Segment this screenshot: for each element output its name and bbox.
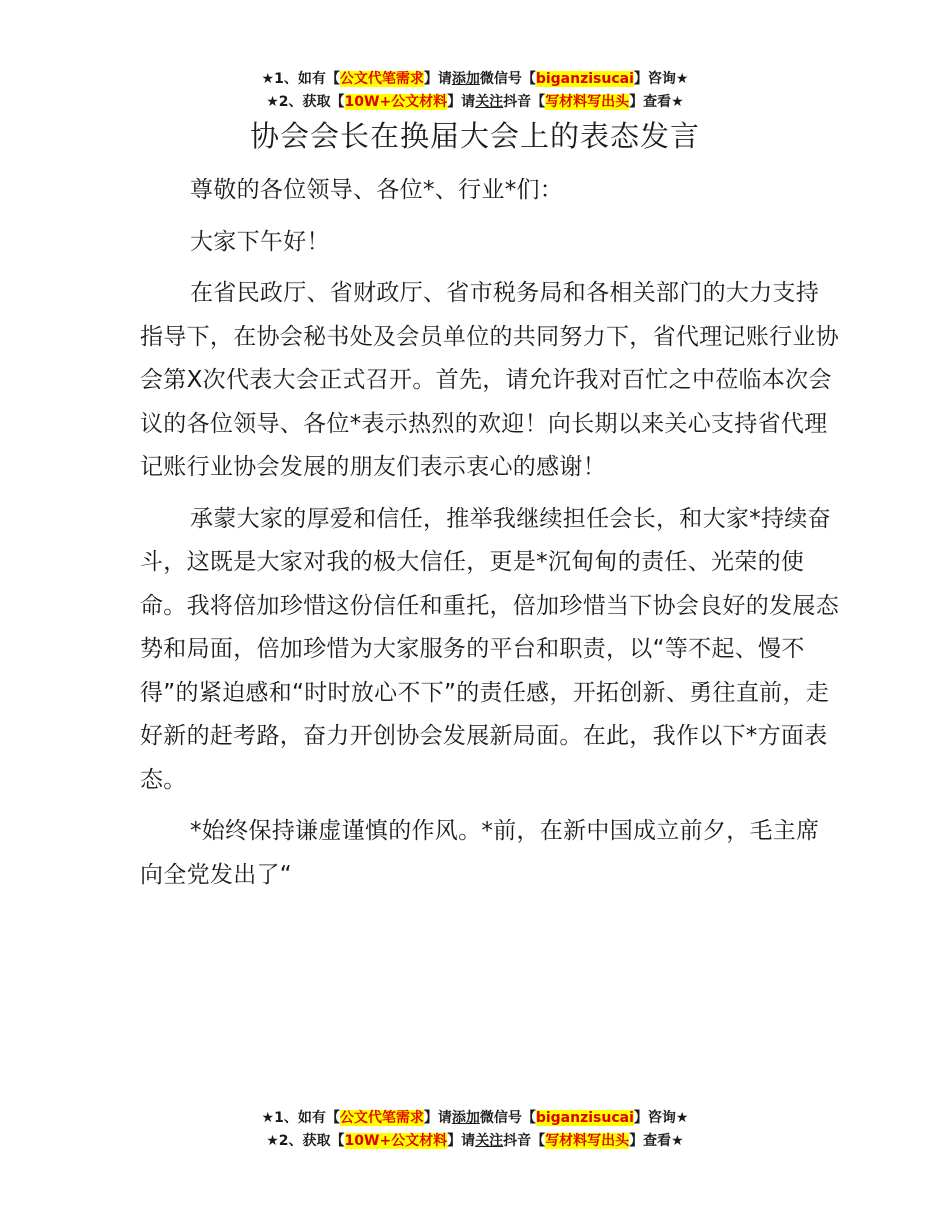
banner-line-2 bbox=[0, 1130, 950, 1153]
banner-text: ★1、如有【 bbox=[261, 71, 340, 87]
banner-highlight: 写材料写出头 bbox=[545, 94, 630, 110]
banner-highlight: 公文代笔需求 bbox=[339, 71, 424, 87]
banner-text: 】请 bbox=[447, 94, 476, 110]
banner-text: 微信号【 bbox=[479, 71, 536, 87]
banner-highlight: 公文代笔需求 bbox=[339, 1110, 424, 1126]
paragraph: 在省民政厅、省财政厅、省市税务局和各相关部门的大力支持指导下，在协会秘书处及会员单位的共同努力下，省代理记账行业协会第Ⅹ次代表大会正式召开。首先，请允许我对百忙之中莅临本次会议的各位领导、各位*表示热烈的欢迎！向长期以来关心支持省代理记账行业协会发展的朋友们表示衷心的感谢！ bbox=[140, 280, 839, 480]
document-title: 协会会长在换届大会上的表态发言 bbox=[249, 119, 700, 153]
banner-underlined-text: 关注 bbox=[475, 1133, 504, 1149]
banner-line-2 bbox=[0, 91, 950, 114]
salutation: 尊敬的各位领导、各位*、行业*们： bbox=[190, 177, 564, 203]
footer-banner bbox=[0, 1107, 950, 1153]
banner-line-1 bbox=[0, 68, 950, 91]
greeting: 大家下午好！ bbox=[190, 228, 330, 255]
banner-text: 】查看★ bbox=[629, 94, 684, 110]
banner-highlight: biganzisucai bbox=[535, 1110, 634, 1126]
banner-highlight: 写材料写出头 bbox=[545, 1133, 630, 1149]
banner-highlight: biganzisucai bbox=[535, 71, 634, 87]
banner-text: 】查看★ bbox=[629, 1133, 684, 1149]
banner-underlined-text: 添加 bbox=[451, 71, 480, 87]
banner-text: 】咨询★ bbox=[633, 1110, 689, 1126]
banner-text: ★2、获取【 bbox=[266, 94, 345, 110]
banner-text: 】请 bbox=[423, 1110, 452, 1126]
header-banner bbox=[0, 68, 950, 114]
banner-text: 】请 bbox=[447, 1133, 476, 1149]
paragraph: *始终保持谦虚谨慎的作风。*前，在新中国成立前夕，毛主席向全党发出了“ bbox=[140, 818, 820, 888]
banner-underlined-text: 关注 bbox=[475, 94, 504, 110]
paragraph: 承蒙大家的厚爱和信任，推举我继续担任会长，和大家*持续奋斗，这既是大家对我的极大信任，更是*沉甸甸的责任、光荣的使命。我将倍加珍惜这份信任和重托，倍加珍惜当下协会良好的发展态势和局面，倍加珍惜为大家服务的平台和职责，以“等不起、慢不得”的紧迫感和“时时放心不下”的责任感，开拓创新、勇往直前，走好新的赶考路，奋力开创协会发展新局面。在此，我作以下*方面表态。 bbox=[140, 505, 839, 793]
banner-underlined-text: 添加 bbox=[451, 1110, 480, 1126]
banner-text: ★1、如有【 bbox=[261, 1110, 340, 1126]
banner-text: 】咨询★ bbox=[633, 71, 689, 87]
banner-text: 抖音【 bbox=[503, 1133, 546, 1149]
banner-text: 微信号【 bbox=[479, 1110, 536, 1126]
banner-text: ★2、获取【 bbox=[266, 1133, 345, 1149]
banner-text: 抖音【 bbox=[503, 94, 546, 110]
banner-line-1 bbox=[0, 1107, 950, 1130]
banner-highlight: 10W+公文材料 bbox=[344, 1133, 448, 1149]
banner-highlight: 10W+公文材料 bbox=[344, 94, 448, 110]
banner-text: 】请 bbox=[423, 71, 452, 87]
document-body bbox=[140, 169, 840, 905]
